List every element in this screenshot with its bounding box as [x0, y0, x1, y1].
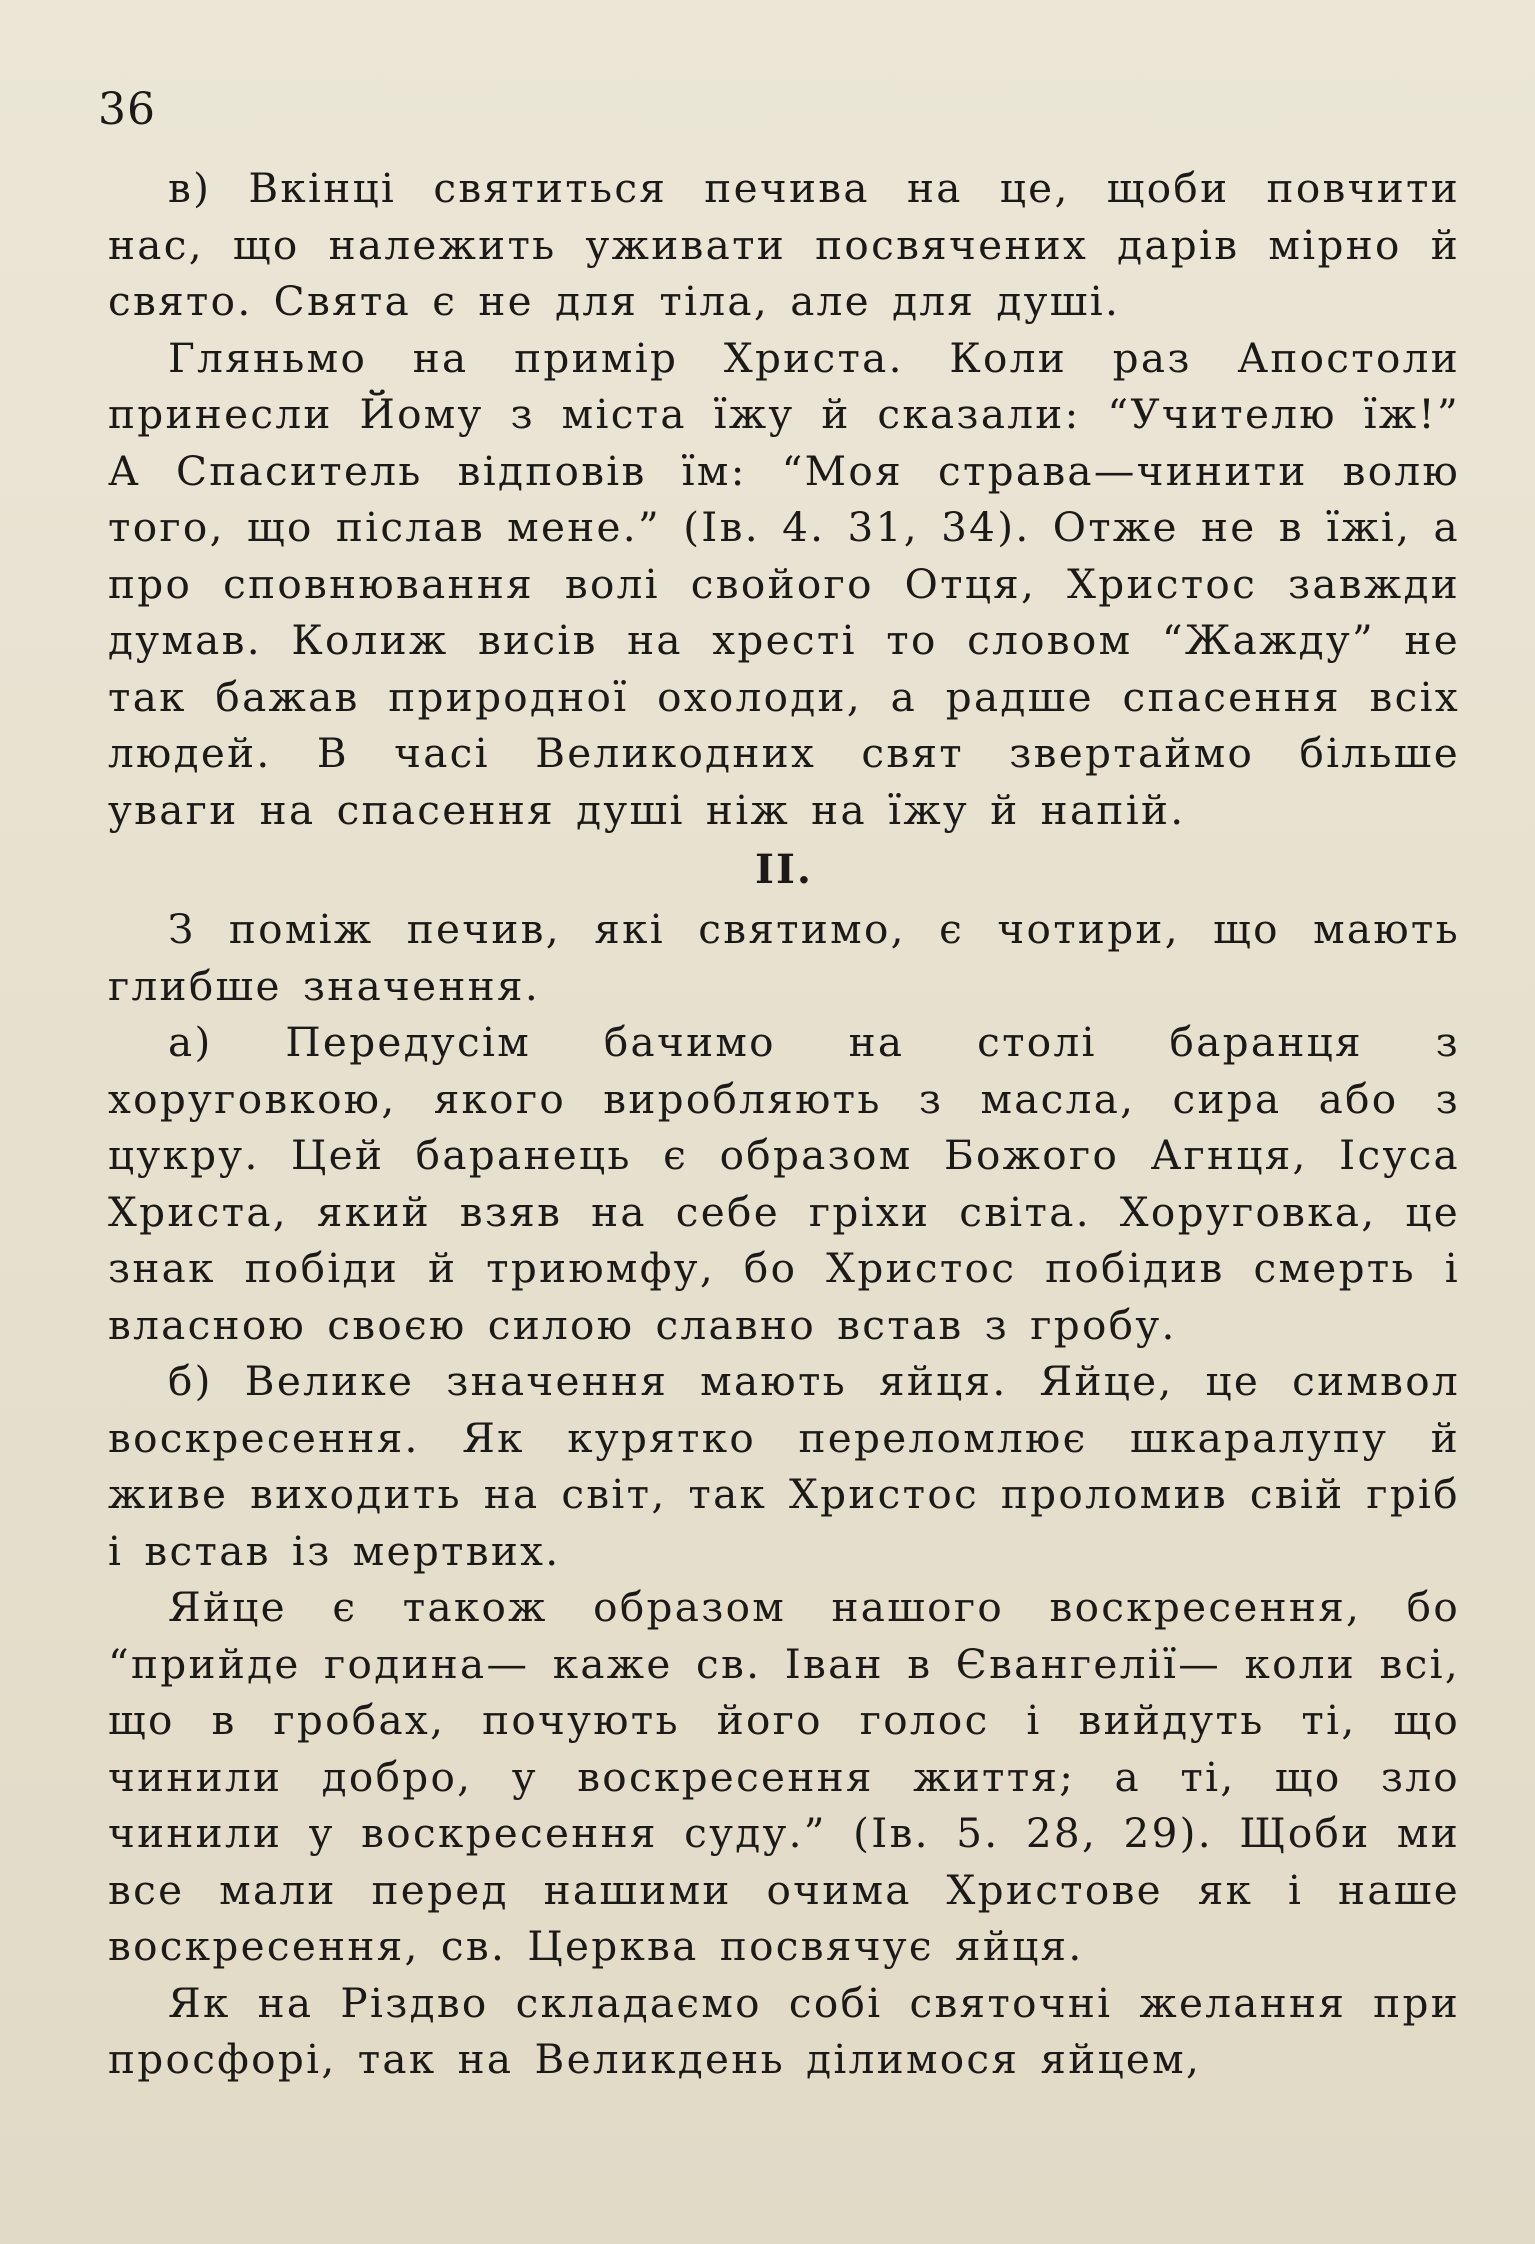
paragraph-lamb: а) Передусім бачимо на столі баранця з хоруговкою, якого виробляють з масла, сира або з цукру. Цей баранець є образом Божого Агнця, Ісуса Христа, який взяв на себе гріхи світа. Хоруговка, це знак побіди й триюмфу, бо Христос побідив смерть і власною своєю силою славно встав з гробу.	[108, 1018, 1460, 1349]
paragraph-egg-resurrection: Яйце є також образом нашого воскресення, бо “прийде година— каже св. Іван в Євангелії— коли всі, що в гробах, почують його голос і вийдуть ті, що чинили добро, у воскресення життя; а ті, що зло чинили у воскресення суду.” (Ів. 5. 28, 29). Щоби ми все мали перед нашими очима Христове як і наше воскресення, св. Церква посвячує яйця.	[108, 1583, 1460, 1970]
section-heading: II.	[755, 845, 813, 893]
paragraph-blessing-of-baked-goods: в) Вкінці святиться печива на це, щоби повчити нас, що належить уживати посвячених дарів мірно й свято. Свята є не для тіла, але для душі.	[108, 164, 1460, 325]
page-text	[108, 160, 1460, 2088]
page-number: 36	[98, 84, 156, 135]
paragraph-four-baked-goods: З поміж печив, які святимо, є чотири, що мають глибше значення.	[108, 905, 1460, 1010]
paragraph-sharing-egg: Як на Різдво складаємо собі святочні желання при просфорі, так на Великдень ділимося яйцем,	[108, 1978, 1460, 2083]
paragraph-example-of-christ: Гляньмо на примір Христа. Коли раз Апостоли принесли Йому з міста їжу й сказали: “Учителю їж!” А Спаситель відповів їм: “Моя страва—чинити волю того, що післав мене.” (Ів. 4. 31, 34). Отже не в їжі, а про сповнювання волі свойого Отця, Христос завжди думав. Колиж висів на хресті то словом “Жажду” не так бажав природної охолоди, а радше спасення всіх людей. В часі Великодних свят звертаймо більше уваги на спасення душі ніж на їжу й напій.	[108, 333, 1460, 834]
paragraph-eggs: б) Велике значення мають яйця. Яйце, це символ воскресення. Як курятко переломлює шкаралупу й живе виходить на світ, так Христос проломив свій гріб і встав із мертвих.	[108, 1357, 1460, 1575]
